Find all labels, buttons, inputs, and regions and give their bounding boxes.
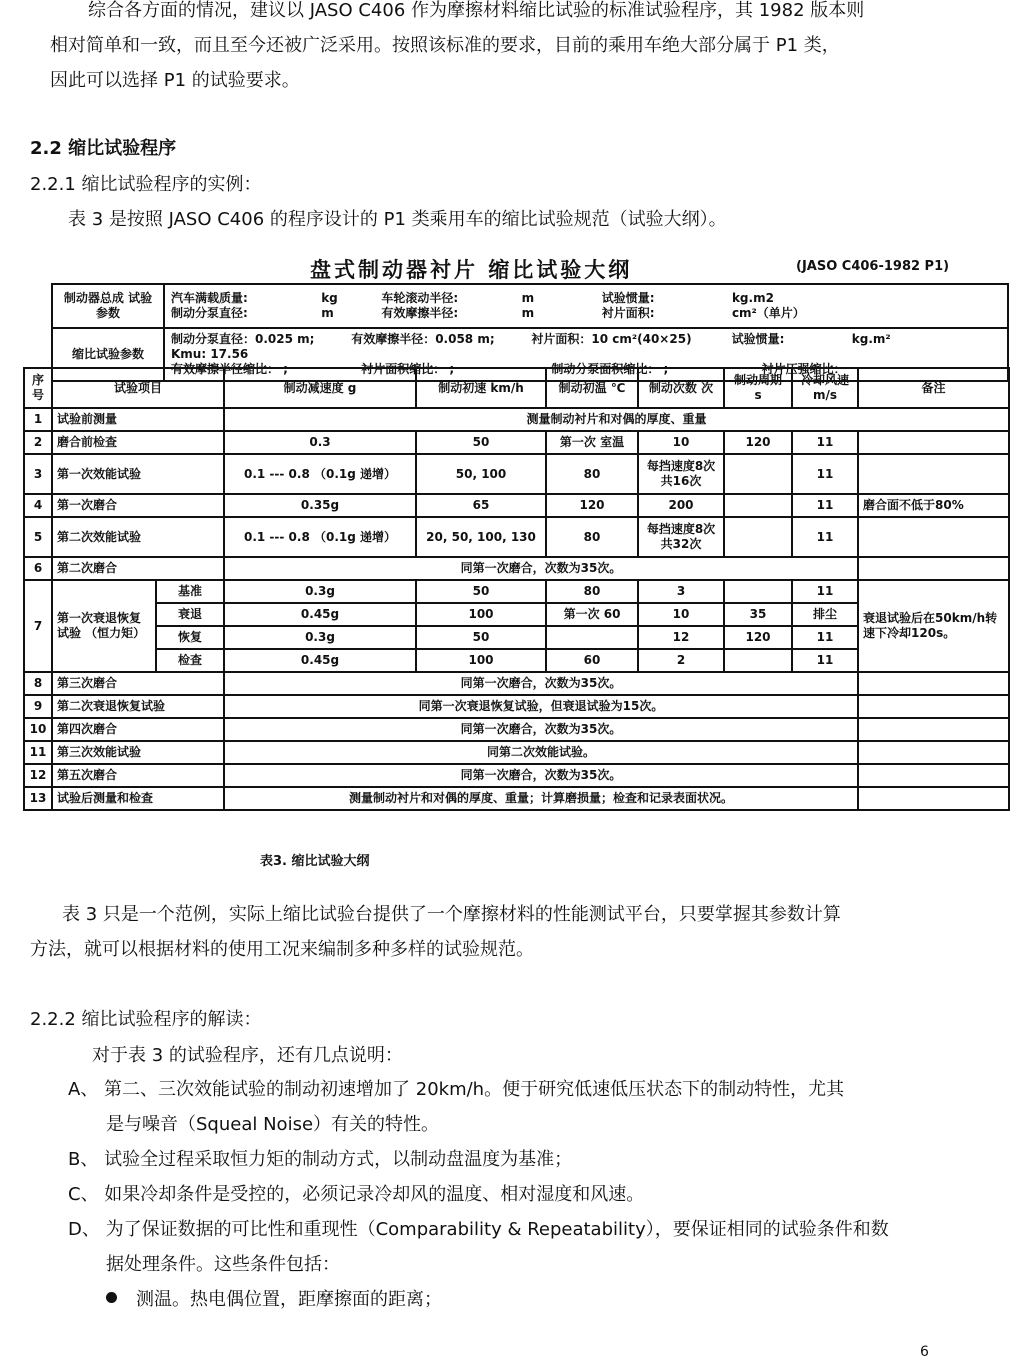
row-no: 10 <box>24 718 52 741</box>
param: 制动分泵直径：0.025 m; <box>171 332 315 346</box>
row-count: 2 <box>638 649 724 672</box>
row-wind: 11 <box>792 494 858 517</box>
row-no: 12 <box>24 764 52 787</box>
row-period <box>724 517 792 557</box>
row-temp <box>546 626 638 649</box>
subrow-name: 基准 <box>156 580 224 603</box>
row-decel: 0.3 <box>224 431 416 454</box>
row-remark <box>858 672 1009 695</box>
row-period <box>724 454 792 494</box>
row-remark <box>858 741 1009 764</box>
row-temp: 第一次 60 <box>546 603 638 626</box>
row-period <box>724 649 792 672</box>
param: kg.m² <box>851 332 891 346</box>
row-period <box>724 580 792 603</box>
table-row <box>24 494 1009 517</box>
header-speed: 制动初速 km/h <box>416 368 546 408</box>
row-item: 试验前测量 <box>52 408 224 431</box>
header-decel: 制动减速度 g <box>224 368 416 408</box>
params-label: 缩比试验参数 <box>52 328 164 381</box>
paragraph-line: 因此可以选择 P1 的试验要求。 <box>50 70 300 91</box>
table-row <box>24 672 1009 695</box>
row-item: 磨合前检查 <box>52 431 224 454</box>
param: 车轮滚动半径: <box>381 291 459 305</box>
row-no: 9 <box>24 695 52 718</box>
row-item: 第五次磨合 <box>52 764 224 787</box>
row-decel: 0.3g <box>224 580 416 603</box>
row-remark <box>858 517 1009 557</box>
row-item: 第四次磨合 <box>52 718 224 741</box>
table-row <box>24 787 1009 810</box>
row-span: 同第二次效能试验。 <box>224 741 858 764</box>
paragraph-line: 对于表 3 的试验程序，还有几点说明： <box>92 1045 403 1066</box>
header-period: 制动周期 s <box>724 368 792 408</box>
row-decel: 0.45g <box>224 649 416 672</box>
row-wind: 11 <box>792 454 858 494</box>
params-label: 制动器总成 试验参数 <box>52 284 164 328</box>
row-speed: 65 <box>416 494 546 517</box>
row-span: 测量制动衬片和对偶的厚度、重量 <box>224 408 1009 431</box>
row-count: 3 <box>638 580 724 603</box>
bullet-icon <box>106 1292 117 1303</box>
row-period: 35 <box>724 603 792 626</box>
section-heading: 2.2 缩比试验程序 <box>30 138 177 159</box>
row-wind: 11 <box>792 649 858 672</box>
row-item: 第二次衰退恢复试验 <box>52 695 224 718</box>
row-no: 7 <box>24 580 52 672</box>
param: 衬片面积: <box>601 306 655 320</box>
row-decel: 0.3g <box>224 626 416 649</box>
row-count: 10 <box>638 603 724 626</box>
subsection-heading: 2.2.1 缩比试验程序的实例： <box>30 174 262 195</box>
param: 衬片压强缩比： <box>761 362 846 376</box>
row-no: 13 <box>24 787 52 810</box>
param: 试验惯量: <box>601 291 655 305</box>
row-item: 第三次磨合 <box>52 672 224 695</box>
row-no: 8 <box>24 672 52 695</box>
param: 制动分泵面积缩比： ; <box>551 362 669 376</box>
row-wind: 排尘 <box>792 603 858 626</box>
row-speed: 20, 50, 100, 130 <box>416 517 546 557</box>
param: m <box>521 291 535 305</box>
table-row <box>24 695 1009 718</box>
row-span: 同第一次磨合，次数为35次。 <box>224 672 858 695</box>
bullet-item: 测温。热电偶位置，距摩擦面的距离； <box>136 1289 442 1310</box>
table-row <box>24 741 1009 764</box>
row-count: 200 <box>638 494 724 517</box>
row-period: 120 <box>724 431 792 454</box>
row-speed: 50, 100 <box>416 454 546 494</box>
table-caption: 表3. 缩比试验大纲 <box>260 854 370 869</box>
paragraph-line: 方法，就可以根据材料的使用工况来编制多种多样的试验规范。 <box>30 939 534 960</box>
row-item: 第二次效能试验 <box>52 517 224 557</box>
param: kg <box>321 291 338 305</box>
row-no: 4 <box>24 494 52 517</box>
table-title: 盘式制动器衬片 缩比试验大纲 <box>310 257 633 282</box>
params-values <box>164 284 1008 328</box>
row-temp: 80 <box>546 580 638 603</box>
row-count: 每挡速度8次 共32次 <box>638 517 724 557</box>
row-temp: 120 <box>546 494 638 517</box>
row-decel: 0.1 --- 0.8 （0.1g 递增） <box>224 517 416 557</box>
row-span: 同第一次磨合，次数为35次。 <box>224 764 858 787</box>
subsection-heading: 2.2.2 缩比试验程序的解读： <box>30 1009 262 1030</box>
row-wind: 11 <box>792 431 858 454</box>
header-remark: 备注 <box>858 368 1009 408</box>
row-item: 第一次磨合 <box>52 494 224 517</box>
table-row <box>24 580 1009 603</box>
row-remark <box>858 718 1009 741</box>
row-decel: 0.45g <box>224 603 416 626</box>
row-period: 120 <box>724 626 792 649</box>
param: 有效摩擦半径缩比： ; <box>171 362 288 376</box>
row-remark <box>858 431 1009 454</box>
row-decel: 0.35g <box>224 494 416 517</box>
list-item-a: A、 第二、三次效能试验的制动初速增加了 20km/h。便于研究低速低压状态下的制动特性，尤其 <box>68 1079 845 1100</box>
test-outline-table <box>23 367 1010 811</box>
row-temp: 80 <box>546 517 638 557</box>
subrow-name: 恢复 <box>156 626 224 649</box>
row-wind: 11 <box>792 580 858 603</box>
row-no: 3 <box>24 454 52 494</box>
param: 有效摩擦半径：0.058 m; <box>351 332 495 346</box>
header-count: 制动次数 次 <box>638 368 724 408</box>
row-no: 5 <box>24 517 52 557</box>
row-remark: 衰退试验后在50km/h转速下冷却120s。 <box>858 580 1009 672</box>
param: 衬片面积：10 cm²(40×25) <box>531 332 692 346</box>
paragraph-line: 综合各方面的情况，建议以 JASO C406 作为摩擦材料缩比试验的标准试验程序，其 1982 版本则 <box>88 0 865 21</box>
row-temp: 60 <box>546 649 638 672</box>
row-decel: 0.1 --- 0.8 （0.1g 递增） <box>224 454 416 494</box>
row-count: 每挡速度8次 共16次 <box>638 454 724 494</box>
row-wind: 11 <box>792 517 858 557</box>
row-span: 同第一次磨合，次数为35次。 <box>224 557 858 580</box>
row-span: 同第一次衰退恢复试验，但衰退试验为15次。 <box>224 695 858 718</box>
param: cm²（单片） <box>731 306 805 320</box>
row-temp: 第一次 室温 <box>546 431 638 454</box>
row-remark <box>858 787 1009 810</box>
param: kg.m2 <box>731 291 774 305</box>
param: Kmu: 17.56 <box>171 347 249 361</box>
row-remark <box>858 695 1009 718</box>
header-no: 序号 <box>24 368 52 408</box>
list-item-d: D、 为了保证数据的可比性和重现性（Comparability & Repeatability），要保证相同的试验条件和数 <box>68 1219 889 1240</box>
list-item-c: C、 如果冷却条件是受控的，必须记录冷却风的温度、相对湿度和风速。 <box>68 1184 645 1205</box>
row-speed: 100 <box>416 649 546 672</box>
row-item: 第一次衰退恢复试验 （恒力矩） <box>52 580 156 672</box>
subrow-name: 检查 <box>156 649 224 672</box>
table-row <box>24 764 1009 787</box>
header-row <box>24 368 1009 408</box>
row-count: 10 <box>638 431 724 454</box>
row-item: 第一次效能试验 <box>52 454 224 494</box>
table-row <box>24 557 1009 580</box>
header-item: 试验项目 <box>52 368 224 408</box>
subrow-name: 衰退 <box>156 603 224 626</box>
table-standard: (JASO C406-1982 P1) <box>796 259 950 274</box>
row-speed: 50 <box>416 431 546 454</box>
row-wind: 11 <box>792 626 858 649</box>
paragraph-line: 相对简单和一致，而且至今还被广泛采用。按照该标准的要求，目前的乘用车绝大部分属于 P1 类， <box>50 35 840 56</box>
page-number: 6 <box>920 1344 929 1360</box>
header-temp: 制动初温 ℃ <box>546 368 638 408</box>
row-item: 第二次磨合 <box>52 557 224 580</box>
paragraph-line: 表 3 只是一个范例，实际上缩比试验台提供了一个摩擦材料的性能测试平台，只要掌握其参数计算 <box>62 904 841 925</box>
list-item-d-cont: 据处理条件。这些条件包括： <box>106 1254 340 1275</box>
row-remark <box>858 557 1009 580</box>
header-wind: 冷却风速 m/s <box>792 368 858 408</box>
row-speed: 50 <box>416 580 546 603</box>
param: 有效摩擦半径: <box>381 306 459 320</box>
paragraph-line: 表 3 是按照 JASO C406 的程序设计的 P1 类乘用车的缩比试验规范（试验大纲）。 <box>68 209 727 230</box>
param: 衬片面积缩比： ; <box>361 362 455 376</box>
row-remark <box>858 454 1009 494</box>
row-remark: 磨合面不低于80% <box>858 494 1009 517</box>
row-period <box>724 494 792 517</box>
row-no: 2 <box>24 431 52 454</box>
list-item-b: B、 试验全过程采取恒力矩的制动方式，以制动盘温度为基准； <box>68 1149 573 1170</box>
table-row <box>24 408 1009 431</box>
table-row <box>24 431 1009 454</box>
row-temp: 80 <box>546 454 638 494</box>
param: m <box>521 306 535 320</box>
row-no: 6 <box>24 557 52 580</box>
row-speed: 50 <box>416 626 546 649</box>
list-item-a-cont: 是与噪音（Squeal Noise）有关的特性。 <box>106 1114 440 1135</box>
table-row <box>24 454 1009 494</box>
row-no: 11 <box>24 741 52 764</box>
row-speed: 100 <box>416 603 546 626</box>
param: 制动分泵直径: <box>171 306 248 320</box>
row-remark <box>858 764 1009 787</box>
row-item: 试验后测量和检查 <box>52 787 224 810</box>
row-count: 12 <box>638 626 724 649</box>
row-item: 第三次效能试验 <box>52 741 224 764</box>
table-row <box>24 517 1009 557</box>
table-row <box>24 718 1009 741</box>
param: 汽车满载质量: <box>171 291 248 305</box>
row-span: 同第一次磨合，次数为35次。 <box>224 718 858 741</box>
param: m <box>321 306 334 320</box>
row-no: 1 <box>24 408 52 431</box>
row-span: 测量制动衬片和对偶的厚度、重量；计算磨损量；检查和记录表面状况。 <box>224 787 858 810</box>
param: 试验惯量: <box>731 332 785 346</box>
